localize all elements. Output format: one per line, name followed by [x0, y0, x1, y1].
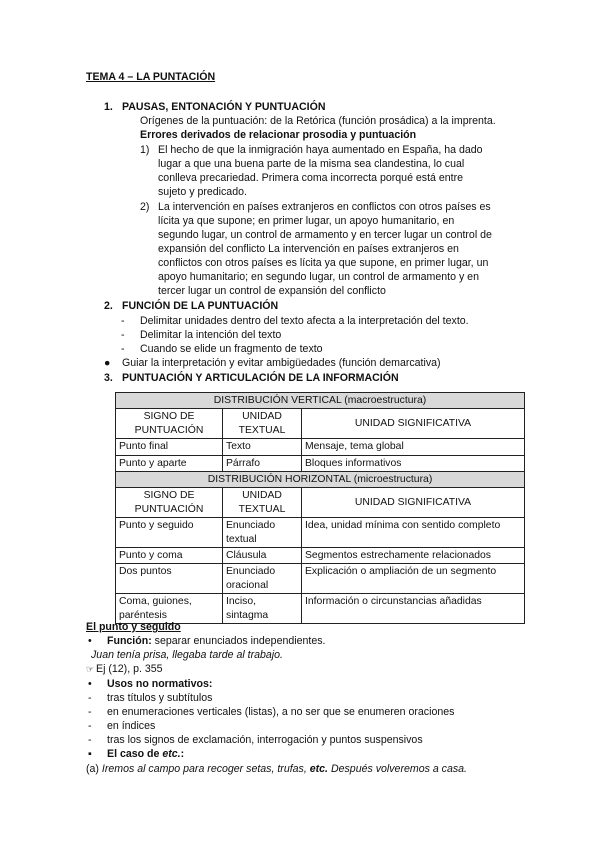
table-cell: Mensaje, tema global — [302, 439, 525, 455]
function-bullet-text: Guiar la interpretación y evitar ambigüedades (función demarcativa) — [122, 357, 441, 369]
section-1-number: 1. — [104, 101, 113, 113]
error-1-line: lugar a que una buena parte de la misma sea clandestina, lo cual — [158, 158, 465, 170]
dash-bullet: - — [88, 692, 92, 704]
errors-heading: Errores derivados de relacionar prosodia y puntuación — [140, 129, 417, 141]
table-cell: Enunciado textual — [223, 518, 302, 548]
section-2-number: 2. — [104, 300, 113, 312]
example-sentence: Juan tenía prisa, llegaba tarde al trabajo. — [91, 649, 283, 661]
table-cell: Información o circunstancias añadidas — [302, 594, 525, 624]
uso-item: tras los signos de exclamación, interrogación y puntos suspensivos — [107, 734, 423, 746]
error-2-line: lícita ya que supone; en primer lugar, un apoyo humanitario, en — [158, 215, 455, 227]
header-signo: SIGNO DE PUNTUACIÓN — [116, 409, 223, 439]
band-vertical: DISTRIBUCIÓN VERTICAL (macroestructura) — [116, 393, 525, 409]
hand-pointer-icon: ☞ — [86, 664, 95, 674]
example-part-a: Iremos al campo para recoger setas, trufas, — [101, 763, 310, 775]
table-cell: Segmentos estrechamente relacionados — [302, 548, 525, 564]
section-3-heading: PUNTUACIÓN Y ARTICULACIÓN DE LA INFORMACIÓN — [122, 372, 399, 384]
etc-word: etc. — [162, 748, 181, 760]
error-1-number: 1) — [140, 144, 150, 156]
uso-item: en índices — [107, 720, 156, 732]
error-2-number: 2) — [140, 201, 150, 213]
etc-colon: : — [180, 748, 185, 760]
etc-label: El caso de — [107, 748, 163, 760]
header-unidad-textual: UNIDAD TEXTUAL — [223, 488, 302, 518]
table-row — [116, 518, 525, 548]
table-cell: Párrafo — [223, 455, 302, 471]
funcion-label: Función: — [107, 635, 152, 647]
example-prefix: (a) — [86, 763, 102, 775]
table-row — [116, 455, 525, 471]
example-part-b: Después volveremos a casa. — [328, 763, 467, 775]
table-cell: Punto y coma — [116, 548, 223, 564]
table-header-row — [116, 488, 525, 518]
square-bullet: ▪ — [88, 748, 92, 760]
table-header-row — [116, 409, 525, 439]
error-2-line: tercer lugar un control de expansión del conflicto — [158, 285, 386, 297]
band-horizontal: DISTRIBUCIÓN HORIZONTAL (microestructura) — [116, 472, 525, 488]
table-row — [116, 548, 525, 564]
error-2-line: expansión del conflicto La intervención en países extranjeros en — [158, 243, 459, 255]
example-etc: etc. — [309, 763, 329, 775]
punto-heading: El punto y seguido — [86, 621, 181, 633]
punctuation-table — [115, 392, 525, 624]
error-2-line: apoyo humanitario; en segundo lugar, un control de armamento y en — [158, 271, 479, 283]
uso-item: tras títulos y subtítulos — [107, 692, 213, 704]
table-cell: Cláusula — [223, 548, 302, 564]
dash-bullet: - — [121, 343, 125, 355]
dash-bullet: - — [88, 706, 92, 718]
error-1-line: conlleva precariedad. Primera coma incorrecta porqué está entre — [158, 172, 464, 184]
function-item: Delimitar la intención del texto — [140, 329, 282, 341]
error-1-line: El hecho de que la inmigración haya aumentado en España, ha dado — [158, 144, 483, 156]
error-1-line: sujeto y predicado. — [158, 186, 247, 198]
reference: Ej (12), p. 355 — [96, 663, 163, 675]
round-bullet: ● — [104, 357, 111, 369]
origins-text: Orígenes de la puntuación: de la Retórica (función prosádica) a la imprenta. — [140, 115, 496, 127]
table-cell: Punto y seguido — [116, 518, 223, 548]
dash-bullet: - — [121, 315, 125, 327]
header-unidad-significativa: UNIDAD SIGNIFICATIVA — [302, 409, 525, 439]
table-row — [116, 564, 525, 594]
dash-bullet: - — [88, 720, 92, 732]
table-row — [116, 439, 525, 455]
etc-heading — [107, 747, 184, 761]
funcion-text: separar enunciados independientes. — [151, 635, 326, 647]
header-signo: SIGNO DE PUNTUACIÓN — [116, 488, 223, 518]
etc-example — [86, 762, 467, 776]
table-cell: Dos puntos — [116, 564, 223, 594]
section-3-number: 3. — [104, 372, 113, 384]
function-item: Delimitar unidades dentro del texto afecta a la interpretación del texto. — [140, 315, 469, 327]
section-1-heading: PAUSAS, ENTONACIÓN Y PUNTUACIÓN — [122, 101, 326, 113]
table-cell: Bloques informativos — [302, 455, 525, 471]
table-cell: Punto final — [116, 439, 223, 455]
table-cell: Punto y aparte — [116, 455, 223, 471]
function-item: Cuando se elide un fragmento de texto — [140, 343, 323, 355]
page-title: TEMA 4 – LA PUNTACIÓN — [86, 71, 216, 83]
table-band-row — [116, 393, 525, 409]
table-cell: Explicación o ampliación de un segmento — [302, 564, 525, 594]
header-unidad-textual: UNIDAD TEXTUAL — [223, 409, 302, 439]
error-2-line: conflictos con otros países es lícita ya que supone, en primer lugar, un — [158, 257, 489, 269]
error-2-line: segundo lugar, un control de armamento y en tercer lugar un control de — [158, 229, 492, 241]
section-2-heading: FUNCIÓN DE LA PUNTUACIÓN — [122, 300, 279, 312]
round-bullet: • — [88, 678, 92, 690]
table-cell: Inciso, sintagma — [223, 594, 302, 624]
round-bullet: • — [88, 635, 92, 647]
table-cell: Idea, unidad mínima con sentido completo — [302, 518, 525, 548]
error-2-line: La intervención en países extranjeros en conflictos con otros países es — [158, 201, 491, 213]
dash-bullet: - — [121, 329, 125, 341]
usos-heading: Usos no normativos: — [107, 678, 213, 690]
table-band-row — [116, 472, 525, 488]
table-cell: Coma, guiones, paréntesis — [116, 594, 223, 624]
table-cell: Enunciado oracional — [223, 564, 302, 594]
table-cell: Texto — [223, 439, 302, 455]
header-unidad-significativa: UNIDAD SIGNIFICATIVA — [302, 488, 525, 518]
uso-item: en enumeraciones verticales (listas), a no ser que se enumeren oraciones — [107, 706, 455, 718]
funcion-line — [107, 634, 325, 648]
dash-bullet: - — [88, 734, 92, 746]
